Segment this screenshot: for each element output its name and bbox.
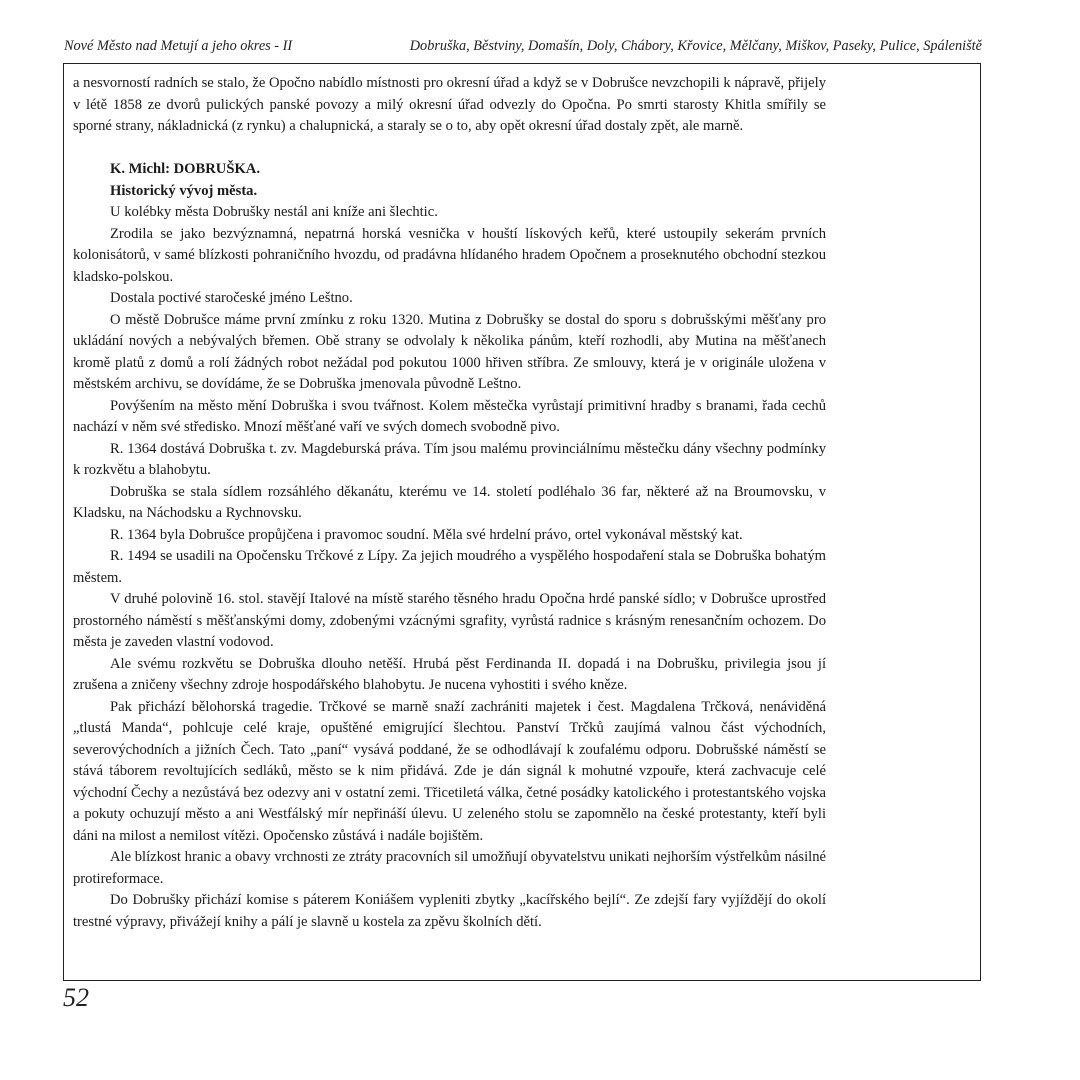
text-frame xyxy=(63,63,981,981)
paragraph: Zrodila se jako bezvýznamná, nepatrná horská vesnička v houští lískových keřů, které ustoupily sekerám prvních kolonisátorů, v samé blízkosti pohraničního hvozdu, od pradávna hlídaného hradem Opočnem a proseknutého obchodní stezkou kladsko-polskou. xyxy=(73,225,826,285)
paragraph: Dobruška se stala sídlem rozsáhlého děkanátu, kterému ve 14. století podléhalo 36 far, některé až na Broumovsku, v Kladsku, na Náchodsku a Rychnovsku. xyxy=(73,483,826,521)
paragraph-continuation: a nesvorností radních se stalo, že Opočno nabídlo místnosti pro okresní úřad a když se v Dobrušce nevzchopili k nápravě, přijely v létě 1858 ze dvorů pulických panské povozy a milý okresní úřad odvezly do Opočna. Po smrti starosty Khitla smířily se sporné strany, nákladnická (z rynku) a chalupnická, a staraly se o to, aby opět okresní úřad dostaly zpět, ale marně. xyxy=(73,75,826,134)
page-body xyxy=(73,73,826,933)
header-chapter-title: Dobruška, Běstviny, Domašín, Doly, Chábory, Křovice, Mělčany, Miškov, Paseky, Pulice, Spáleniště xyxy=(409,38,982,54)
paragraph: Pak přichází bělohorská tragedie. Trčkové se marně snaží zachrániti majetek i čest. Magdalena Trčková, nenáviděná „tlustá Manda“, pohlcuje celé kraje, opuštěné emigrující šlechtou. Panství Trčků zaujímá valnou část východních, severovýchodních a jižních Čech. Tato „paní“ vysává poddané, že se odhodlávají k zoufalému odporu. Dobrušské náměstí se stává táborem revoltujících sedláků, město se k nim přidává. Zde je dán signál k mohutné vzpouře, která zachvacuje celé východní Čechy a nezůstává bez odezvy ani v ostatní zemi. Třicetiletá válka, četné posádky katolického i protestantského vojska a pokuty ochuzují město a ani Westfálský mír nepřináší úlevu. U zeleného stolu se zapomnělo na české protestanty, kteří byli dáni na milost a nemilost vítězi. Opočensko zůstává i nadále bojištěm. xyxy=(73,698,826,844)
article-subtitle: Historický vývoj města. xyxy=(110,182,258,199)
paragraph: Ale svému rozkvětu se Dobruška dlouho netěší. Hrubá pěst Ferdinanda II. dopadá i na Dobrušku, privilegia jsou jí zrušena a zničeny všechny zdroje hospodářského blahobytu. Je nucena vyhostiti i svého kněze. xyxy=(73,655,826,693)
paragraph: R. 1364 byla Dobrušce propůjčena i pravomoc soudní. Měla své hrdelní právo, ortel vykonával městský kat. xyxy=(110,526,743,543)
article-title: K. Michl: DOBRUŠKA. xyxy=(110,161,260,177)
header-book-title: Nové Město nad Metují a jeho okres - II xyxy=(64,38,293,54)
paragraph: U kolébky města Dobrušky nestál ani kníže ani šlechtic. xyxy=(110,204,438,220)
paragraph: Ale blízkost hranic a obavy vrchnosti ze ztráty pracovních sil umožňují obyvatelstvu unikati nejhorším výstřelkům násilné protireformace. xyxy=(73,849,826,887)
paragraph: Povýšením na město mění Dobruška i svou tvářnost. Kolem městečka vyrůstají primitivní hradby s branami, řada cechů nachází v něm své středisko. Mnozí měšťané vaří ve svých domech svobodně pivo. xyxy=(73,397,826,435)
paragraph: R. 1364 dostává Dobruška t. zv. Magdeburská práva. Tím jsou malému provinciálnímu městečku dány všechny podmínky k rozkvětu a blahobytu. xyxy=(73,440,826,478)
paragraph: Do Dobrušky přichází komise s páterem Koniášem vypleniti zbytky „kacířského bejlí“. Ze zdejší fary vyjíždějí do okolí trestné výpravy, přivážejí knihy a pálí je slavně u kostela za zpěvu školních dětí. xyxy=(73,892,826,930)
running-header xyxy=(64,38,982,55)
page-number: 52 xyxy=(63,983,89,1012)
spacer xyxy=(73,138,826,160)
paragraph: V druhé polovině 16. stol. stavějí Italové na místě starého těsného hradu Opočna hrdé panské sídlo; v Dobrušce uprostřed prostorného náměstí s měšťanskými domy, zdobenými vzácnými sgrafity, vyrůstá radnice s krásným renesančním ochozem. Do města je zaveden vlastní vodovod. xyxy=(73,591,826,650)
paragraph: O městě Dobrušce máme první zmínku z roku 1320. Mutina z Dobrušky se dostal do sporu s dobrušskými měšťany pro ukládání nových a nebývalých břemen. Obě strany se odvolaly k několika pánům, kteří rozhodli, aby Mutina na měšťanech kromě platů z domů a rolí žádných robot nežádal pod pokutou 1000 hřiven stříbra. Ze smlouvy, která je v originále uložena v městském archivu, se dovídáme, že se Dobruška jmenovala původně Leštno. xyxy=(73,311,826,392)
paragraph: Dostala poctivé staročeské jméno Leštno. xyxy=(110,290,353,306)
paragraph: R. 1494 se usadili na Opočensku Trčkové z Lípy. Za jejich moudrého a vyspělého hospodaření stala se Dobruška bohatým městem. xyxy=(73,548,826,586)
